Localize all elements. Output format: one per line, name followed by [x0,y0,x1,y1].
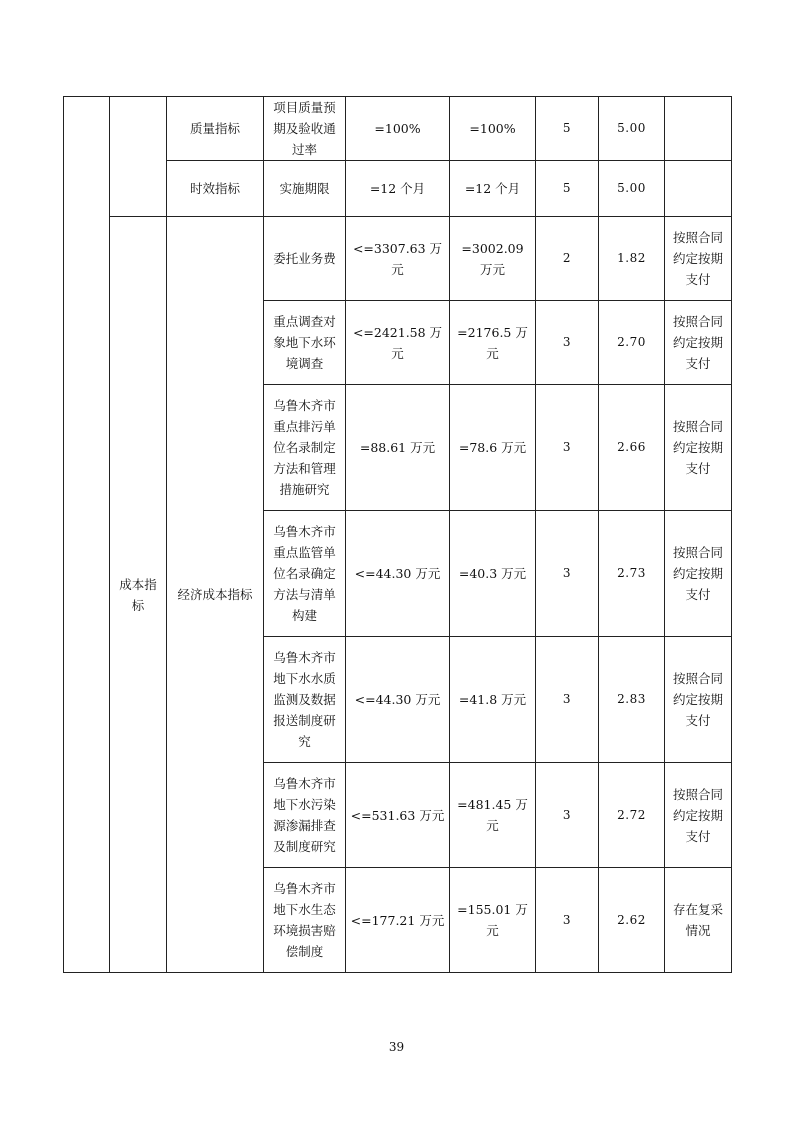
note-cell: 存在复采情况 [665,868,732,973]
cost-indicator-cell: 成本指标 [110,217,167,973]
note-cell [665,161,732,217]
indicator-name-cell: 乌鲁木齐市地下水水质监测及数据报送制度研究 [264,637,346,763]
note-cell: 按照合同约定按期支付 [665,385,732,511]
indicator-name-cell: 重点调查对象地下水环境调查 [264,301,346,385]
secondary-indicator-blank-cell [110,97,167,217]
indicator-name-cell: 乌鲁木齐市地下水污染源渗漏排查及制度研究 [264,763,346,868]
weight-cell: 2 [536,217,599,301]
weight-cell: 3 [536,637,599,763]
actual-value-cell: =2176.5 万元 [450,301,536,385]
page-number: 39 [388,1040,405,1054]
target-value-cell: <=2421.58 万元 [346,301,450,385]
weight-cell: 3 [536,511,599,637]
target-value-cell: <=3307.63 万元 [346,217,450,301]
table-row-quality [64,97,732,161]
weight-cell: 5 [536,161,599,217]
score-cell: 5.00 [599,97,665,161]
note-cell [665,97,732,161]
actual-value-cell: =40.3 万元 [450,511,536,637]
performance-table [63,96,732,973]
tertiary-indicator-cell: 质量指标 [167,97,264,161]
weight-cell: 3 [536,868,599,973]
score-cell: 2.83 [599,637,665,763]
tertiary-indicator-cell: 时效指标 [167,161,264,217]
economic-cost-indicator-cell: 经济成本指标 [167,217,264,973]
score-cell: 2.72 [599,763,665,868]
indicator-name-cell: 项目质量预期及验收通过率 [264,97,346,161]
score-cell: 2.62 [599,868,665,973]
table-row-cost [64,217,732,301]
weight-cell: 5 [536,97,599,161]
actual-value-cell: =100% [450,97,536,161]
actual-value-cell: =3002.09 万元 [450,217,536,301]
score-cell: 2.73 [599,511,665,637]
indicator-name-cell: 乌鲁木齐市重点监管单位名录确定方法与清单构建 [264,511,346,637]
note-cell: 按照合同约定按期支付 [665,511,732,637]
score-cell: 2.70 [599,301,665,385]
score-cell: 5.00 [599,161,665,217]
actual-value-cell: =12 个月 [450,161,536,217]
primary-indicator-cell [64,97,110,973]
target-value-cell: <=531.63 万元 [346,763,450,868]
note-cell: 按照合同约定按期支付 [665,217,732,301]
target-value-cell: <=177.21 万元 [346,868,450,973]
indicator-name-cell: 乌鲁木齐市重点排污单位名录制定方法和管理措施研究 [264,385,346,511]
target-value-cell: <=44.30 万元 [346,637,450,763]
target-value-cell: =88.61 万元 [346,385,450,511]
actual-value-cell: =155.01 万元 [450,868,536,973]
score-cell: 1.82 [599,217,665,301]
target-value-cell: =12 个月 [346,161,450,217]
actual-value-cell: =481.45 万元 [450,763,536,868]
indicator-name-cell: 委托业务费 [264,217,346,301]
indicator-name-cell: 乌鲁木齐市地下水生态环境损害赔偿制度 [264,868,346,973]
actual-value-cell: =78.6 万元 [450,385,536,511]
weight-cell: 3 [536,763,599,868]
note-cell: 按照合同约定按期支付 [665,301,732,385]
indicator-name-cell: 实施期限 [264,161,346,217]
target-value-cell: =100% [346,97,450,161]
actual-value-cell: =41.8 万元 [450,637,536,763]
weight-cell: 3 [536,385,599,511]
weight-cell: 3 [536,301,599,385]
score-cell: 2.66 [599,385,665,511]
target-value-cell: <=44.30 万元 [346,511,450,637]
note-cell: 按照合同约定按期支付 [665,637,732,763]
note-cell: 按照合同约定按期支付 [665,763,732,868]
